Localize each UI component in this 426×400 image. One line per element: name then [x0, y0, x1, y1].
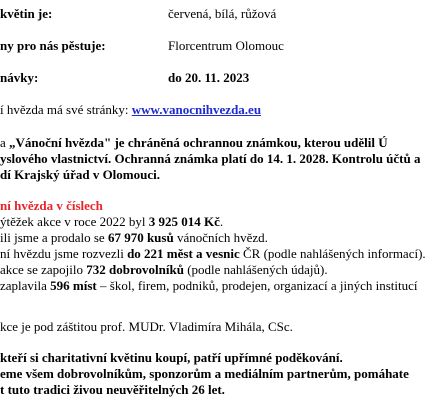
detail-value-order: do 20. 11. 2023: [168, 70, 250, 85]
numbers-line-5: [0, 278, 417, 293]
numbers-line-4-bold: 732 dobrovolníků: [86, 262, 184, 277]
numbers-line-1-pre: ýtěžek akce v roce 2022 byl: [0, 214, 149, 229]
trademark-line-1-start: a: [0, 135, 10, 150]
detail-label-order: návky:: [0, 70, 39, 85]
numbers-line-1: [0, 214, 223, 229]
numbers-line-2-bold: 67 970 kusů: [107, 230, 174, 245]
trademark-line-3: dí Krajský úřad v Olomouci.: [0, 167, 160, 182]
detail-value-grower: Florcentrum Olomouc: [168, 38, 284, 53]
numbers-line-5-pre: zaplavila: [0, 278, 51, 293]
numbers-line-2-pre: ili jsme a prodalo se: [0, 230, 108, 245]
trademark-line-1: [0, 135, 388, 150]
website-prefix: í hvězda má své stránky:: [0, 102, 132, 117]
numbers-line-2: [0, 230, 268, 245]
numbers-line-3-bold: do 221 měst a vesnic: [127, 246, 240, 261]
numbers-line-1-bold: 3 925 014 Kč: [148, 214, 220, 229]
numbers-line-4-pre: akce se zapojilo: [0, 262, 87, 277]
detail-label-grower: ny pro nás pěstuje:: [0, 38, 106, 53]
website-line: [0, 102, 261, 117]
numbers-line-3-pre: ní hvězdu jsme rozvezli: [0, 246, 128, 261]
numbers-line-5-bold: 596 míst: [50, 278, 97, 293]
thanks-line-2: eme všem dobrovolníkům, sponzorům a mediálním partnerům, pomáhate: [0, 366, 409, 381]
numbers-line-3: [0, 246, 426, 261]
numbers-line-3-post: ČR (podle nahlášených informací).: [239, 246, 426, 261]
website-link[interactable]: www.vanocnihvezda.eu: [131, 102, 262, 117]
numbers-line-2-post: vánočních hvězd.: [173, 230, 268, 245]
numbers-heading: ní hvězda v číslech: [0, 198, 103, 213]
numbers-line-5-post: – škol, firem, podniků, prodejen, organizací a jiných institucí: [96, 278, 418, 293]
numbers-line-4-post: (podle nahlášených údajů).: [183, 262, 328, 277]
detail-label-colors: květin je:: [0, 6, 53, 21]
detail-value-colors: červená, bílá, růžová: [168, 6, 277, 21]
thanks-line-3: t tuto tradici živou neuvěřitelných 26 let.: [0, 382, 225, 397]
numbers-line-1-post: .: [219, 214, 224, 229]
thanks-line-1: kteří si charitativní květinu koupí, patří upřímné poděkování.: [0, 350, 343, 365]
patronage-line: kce je pod záštitou prof. MUDr. Vladimíra Mihála, CSc.: [0, 319, 293, 334]
numbers-line-4: [0, 262, 328, 277]
trademark-line-2: yslového vlastnictví. Ochranná známka platí do 14. 1. 2028. Kontrolu účtů a: [0, 151, 421, 166]
trademark-line-1-bold: „Vánoční hvězda" je chráněná ochrannou známkou, kterou udělil Ú: [9, 135, 388, 150]
